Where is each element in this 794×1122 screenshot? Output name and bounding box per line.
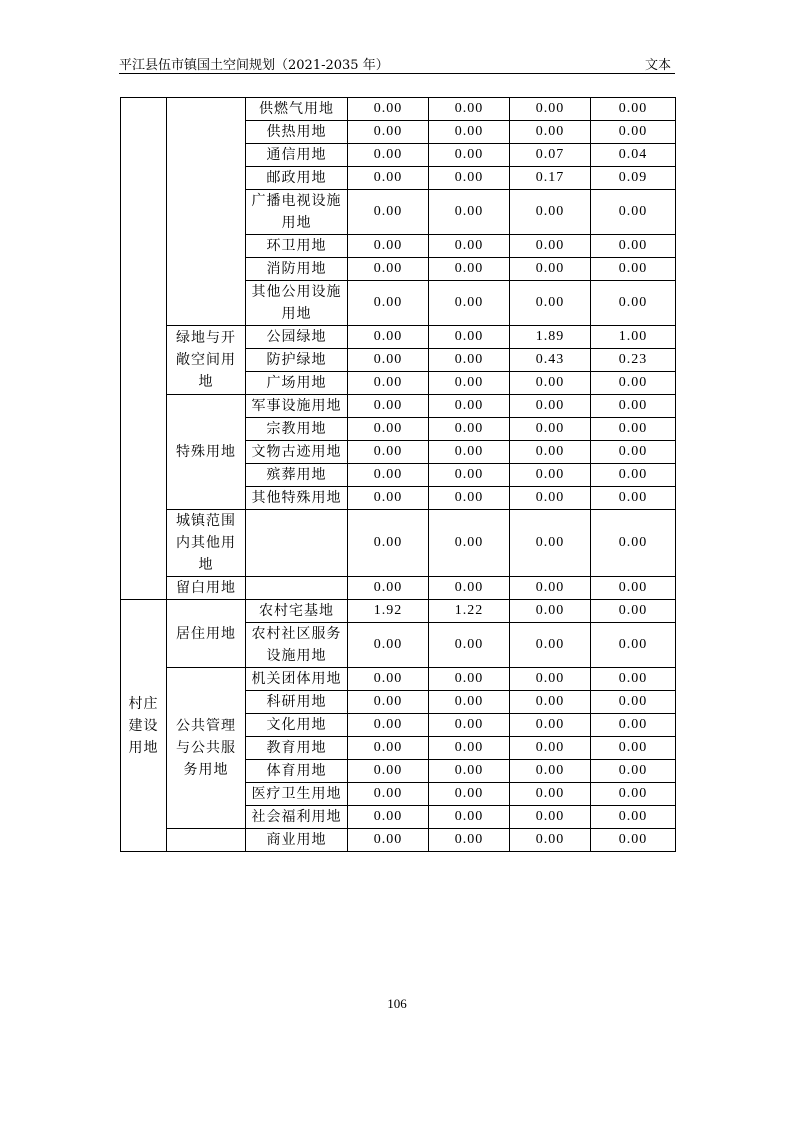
value-cell: 0.00 [429, 349, 510, 372]
value-cell: 0.00 [429, 258, 510, 281]
level2-category-cell: 绿地与开敞空间用地 [167, 326, 246, 395]
document-title: 平江县伍市镇国土空间规划（2021-2035 年） [119, 58, 389, 73]
value-cell: 0.00 [510, 668, 591, 691]
value-cell: 0.00 [348, 258, 429, 281]
value-cell: 0.00 [591, 258, 676, 281]
level3-category-cell: 军事设施用地 [246, 395, 348, 418]
table-row [121, 600, 676, 623]
level3-category-cell [246, 510, 348, 577]
value-cell: 0.00 [429, 760, 510, 783]
value-cell: 0.00 [348, 235, 429, 258]
value-cell: 0.00 [510, 441, 591, 464]
value-cell: 0.00 [348, 144, 429, 167]
value-cell: 0.00 [348, 829, 429, 852]
value-cell: 0.00 [510, 714, 591, 737]
value-cell: 0.00 [348, 577, 429, 600]
value-cell: 0.00 [510, 783, 591, 806]
value-cell: 0.00 [429, 190, 510, 235]
value-cell: 0.00 [510, 190, 591, 235]
value-cell: 0.00 [591, 714, 676, 737]
value-cell: 0.00 [348, 760, 429, 783]
value-cell: 0.00 [510, 510, 591, 577]
value-cell: 0.00 [429, 464, 510, 487]
value-cell: 0.00 [348, 806, 429, 829]
value-cell: 0.00 [348, 372, 429, 395]
value-cell: 0.00 [429, 623, 510, 668]
value-cell: 0.00 [591, 760, 676, 783]
value-cell: 0.43 [510, 349, 591, 372]
value-cell: 0.00 [591, 783, 676, 806]
level1-category-cell [121, 98, 167, 600]
value-cell: 0.00 [591, 121, 676, 144]
value-cell: 0.00 [510, 691, 591, 714]
value-cell: 0.00 [429, 98, 510, 121]
value-cell: 0.00 [429, 395, 510, 418]
value-cell: 0.00 [348, 167, 429, 190]
value-cell: 0.00 [510, 418, 591, 441]
page-number: 106 [387, 996, 407, 1011]
value-cell: 0.00 [348, 668, 429, 691]
value-cell: 0.00 [429, 737, 510, 760]
page-header [119, 52, 675, 72]
value-cell: 1.00 [591, 326, 676, 349]
value-cell: 0.00 [510, 258, 591, 281]
level3-category-cell [246, 577, 348, 600]
table-row [121, 510, 676, 577]
table-body [121, 98, 676, 852]
level2-category-cell: 公共管理与公共服务用地 [167, 668, 246, 829]
value-cell: 0.00 [348, 783, 429, 806]
value-cell: 0.00 [348, 190, 429, 235]
value-cell: 0.00 [510, 737, 591, 760]
value-cell: 0.00 [429, 714, 510, 737]
level3-category-cell: 其他特殊用地 [246, 487, 348, 510]
value-cell: 0.00 [510, 395, 591, 418]
value-cell: 0.00 [510, 235, 591, 258]
level2-category-cell [167, 829, 246, 852]
value-cell: 0.00 [510, 760, 591, 783]
value-cell: 0.00 [510, 623, 591, 668]
value-cell: 0.00 [348, 464, 429, 487]
level3-category-cell: 供热用地 [246, 121, 348, 144]
level3-category-cell: 科研用地 [246, 691, 348, 714]
value-cell: 0.00 [348, 326, 429, 349]
value-cell: 0.00 [429, 510, 510, 577]
level3-category-cell: 通信用地 [246, 144, 348, 167]
value-cell: 0.00 [348, 487, 429, 510]
value-cell: 0.00 [429, 326, 510, 349]
value-cell: 0.00 [591, 829, 676, 852]
level2-category-cell: 居住用地 [167, 600, 246, 668]
table-row [121, 395, 676, 418]
level3-category-cell: 其他公用设施用地 [246, 281, 348, 326]
level3-category-cell: 供燃气用地 [246, 98, 348, 121]
level3-category-cell: 广场用地 [246, 372, 348, 395]
value-cell: 0.00 [591, 487, 676, 510]
level3-category-cell: 广播电视设施用地 [246, 190, 348, 235]
value-cell: 0.07 [510, 144, 591, 167]
value-cell: 0.00 [429, 441, 510, 464]
value-cell: 1.22 [429, 600, 510, 623]
value-cell: 0.00 [591, 691, 676, 714]
value-cell: 0.00 [348, 737, 429, 760]
value-cell: 0.00 [348, 691, 429, 714]
value-cell: 0.00 [429, 783, 510, 806]
table-row [121, 829, 676, 852]
level3-category-cell: 体育用地 [246, 760, 348, 783]
value-cell: 0.00 [348, 281, 429, 326]
table-row [121, 577, 676, 600]
value-cell: 0.00 [429, 144, 510, 167]
value-cell: 0.09 [591, 167, 676, 190]
level3-category-cell: 商业用地 [246, 829, 348, 852]
level2-category-cell: 城镇范围内其他用地 [167, 510, 246, 577]
value-cell: 0.00 [510, 806, 591, 829]
value-cell: 0.00 [348, 98, 429, 121]
value-cell: 0.00 [591, 418, 676, 441]
value-cell: 0.00 [348, 395, 429, 418]
value-cell: 0.00 [510, 577, 591, 600]
header-rule [119, 73, 675, 74]
value-cell: 0.00 [348, 623, 429, 668]
value-cell: 0.00 [591, 464, 676, 487]
value-cell: 0.00 [510, 829, 591, 852]
value-cell: 0.00 [591, 577, 676, 600]
value-cell: 0.00 [591, 395, 676, 418]
value-cell: 0.00 [510, 464, 591, 487]
value-cell: 1.92 [348, 600, 429, 623]
level3-category-cell: 邮政用地 [246, 167, 348, 190]
value-cell: 0.00 [429, 372, 510, 395]
section-label: 文本 [644, 58, 671, 73]
value-cell: 0.00 [591, 806, 676, 829]
level3-category-cell: 农村社区服务设施用地 [246, 623, 348, 668]
value-cell: 0.00 [429, 121, 510, 144]
value-cell: 0.00 [591, 737, 676, 760]
value-cell: 0.00 [591, 190, 676, 235]
level3-category-cell: 机关团体用地 [246, 668, 348, 691]
value-cell: 0.00 [429, 235, 510, 258]
value-cell: 0.00 [348, 714, 429, 737]
level1-category-cell: 村庄建设用地 [121, 600, 167, 852]
level2-category-cell [167, 98, 246, 326]
value-cell: 0.00 [591, 281, 676, 326]
level3-category-cell: 公园绿地 [246, 326, 348, 349]
value-cell: 0.00 [429, 806, 510, 829]
level3-category-cell: 宗教用地 [246, 418, 348, 441]
value-cell: 0.00 [348, 121, 429, 144]
level2-category-cell: 留白用地 [167, 577, 246, 600]
value-cell: 0.00 [348, 441, 429, 464]
value-cell: 1.89 [510, 326, 591, 349]
value-cell: 0.00 [510, 98, 591, 121]
value-cell: 0.00 [429, 418, 510, 441]
value-cell: 0.00 [429, 829, 510, 852]
value-cell: 0.00 [591, 235, 676, 258]
level2-category-cell: 特殊用地 [167, 395, 246, 510]
value-cell: 0.00 [348, 510, 429, 577]
value-cell: 0.00 [591, 510, 676, 577]
value-cell: 0.00 [591, 372, 676, 395]
value-cell: 0.00 [429, 487, 510, 510]
level3-category-cell: 社会福利用地 [246, 806, 348, 829]
level3-category-cell: 防护绿地 [246, 349, 348, 372]
level3-category-cell: 教育用地 [246, 737, 348, 760]
value-cell: 0.00 [510, 121, 591, 144]
value-cell: 0.23 [591, 349, 676, 372]
table-row [121, 668, 676, 691]
value-cell: 0.00 [348, 349, 429, 372]
level3-category-cell: 文化用地 [246, 714, 348, 737]
value-cell: 0.00 [510, 372, 591, 395]
value-cell: 0.00 [429, 167, 510, 190]
value-cell: 0.00 [591, 600, 676, 623]
level3-category-cell: 医疗卫生用地 [246, 783, 348, 806]
level3-category-cell: 文物古迹用地 [246, 441, 348, 464]
value-cell: 0.00 [429, 577, 510, 600]
value-cell: 0.00 [348, 418, 429, 441]
level3-category-cell: 消防用地 [246, 258, 348, 281]
value-cell: 0.00 [591, 668, 676, 691]
table-row [121, 326, 676, 349]
level3-category-cell: 殡葬用地 [246, 464, 348, 487]
value-cell: 0.00 [429, 691, 510, 714]
value-cell: 0.04 [591, 144, 676, 167]
value-cell: 0.00 [429, 668, 510, 691]
level3-category-cell: 环卫用地 [246, 235, 348, 258]
value-cell: 0.00 [510, 600, 591, 623]
table-row [121, 98, 676, 121]
value-cell: 0.17 [510, 167, 591, 190]
land-use-table [120, 97, 676, 852]
value-cell: 0.00 [591, 98, 676, 121]
value-cell: 0.00 [429, 281, 510, 326]
value-cell: 0.00 [510, 281, 591, 326]
value-cell: 0.00 [510, 487, 591, 510]
level3-category-cell: 农村宅基地 [246, 600, 348, 623]
value-cell: 0.00 [591, 441, 676, 464]
value-cell: 0.00 [591, 623, 676, 668]
